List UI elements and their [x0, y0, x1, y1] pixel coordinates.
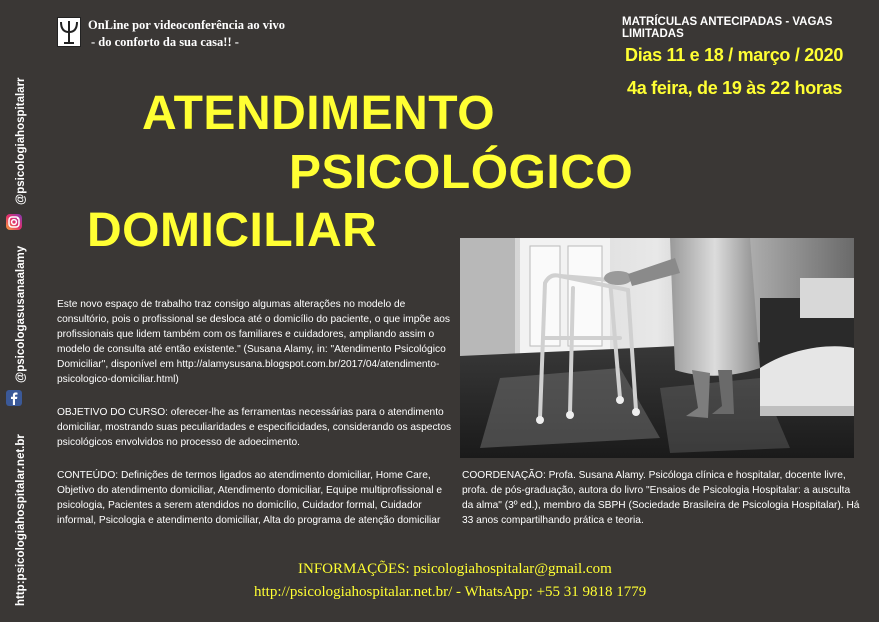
instagram-icon[interactable] — [5, 213, 23, 231]
objective-paragraph: OBJETIVO DO CURSO: oferecer-lhe as ferramentas necessárias para o atendimento domiciliar, mostrando suas peculiaridades e especificidades, considerando os aspectos psicológicos envolvidos no processo de adoecimento. — [57, 407, 452, 448]
course-dates: Dias 11 e 18 / março / 2020 — [625, 45, 844, 65]
info-email[interactable]: INFORMAÇÕES: psicologiahospitalar@gmail.com — [298, 561, 612, 577]
course-hours: 4a feira, de 19 às 22 horas — [627, 78, 843, 98]
title-line-3: DOMICILIAR — [87, 204, 378, 257]
logo-psi-icon — [57, 17, 81, 47]
contents-paragraph: CONTEÚDO: Definições de termos ligados ao atendimento domiciliar, Home Care, Objetivo do atendimento domiciliar, Atendimento domiciliar, Equipe multiprofissional e psicologia, Pacientes a serem atendidos no domicílio, Cuidador formal, Cuidador informal, Psicologia e atendimento domiciliar, Alta do programa de atenção domiciliar — [57, 470, 443, 526]
enrollment-notice: MATRÍCULAS ANTECIPADAS - VAGAS LIMITADAS — [622, 16, 833, 40]
website-link[interactable]: http:psicologiahospitalar.net.br — [15, 434, 27, 606]
facebook-handle[interactable]: @psicologasusanaalamy — [15, 245, 27, 383]
title-line-1: ATENDIMENTO — [142, 87, 496, 140]
comfort-line: - do conforto da sua casa!! - — [91, 35, 239, 49]
coordination-paragraph: COORDENAÇÃO: Profa. Susana Alamy. Psicóloga clínica e hospitalar, docente livre, profa. de pós-graduação, autora do livro "Ensaios de Psicologia Hospitalar: a ausculta da alma" (3º ed.), membro da SBPH (Sociedade Brasileira de Psicologia Hospitalar). Há 33 anos compartilhando prática e teoria. — [462, 470, 860, 526]
info-contact[interactable]: http://psicologiahospitalar.net.br/ - WhatsApp: +55 31 9818 1779 — [254, 584, 647, 600]
instagram-handle[interactable]: @psicologiahospitalarr — [15, 77, 27, 205]
facebook-icon[interactable] — [5, 389, 23, 407]
walker-photo — [460, 238, 854, 458]
online-line: OnLine por videoconferência ao vivo — [88, 18, 285, 32]
intro-paragraph: Este novo espaço de trabalho traz consigo algumas alterações no modelo de consultório, pois o profissional se desloca até o domicílio do paciente, o que impõe aos profissionais que lidem também com os familiares e cuidadores, ampliando assim o modelo de consulta até então existente." (Susana Alamy, in: "Atendimento Psicológico Domiciliar", disponível em http://alamysusana.blogspot.com.br/2017/04/atendimento-psicologico-domiciliar.html) — [57, 299, 451, 385]
title-line-2: PSICOLÓGICO — [289, 146, 634, 199]
side-strip — [0, 0, 30, 622]
